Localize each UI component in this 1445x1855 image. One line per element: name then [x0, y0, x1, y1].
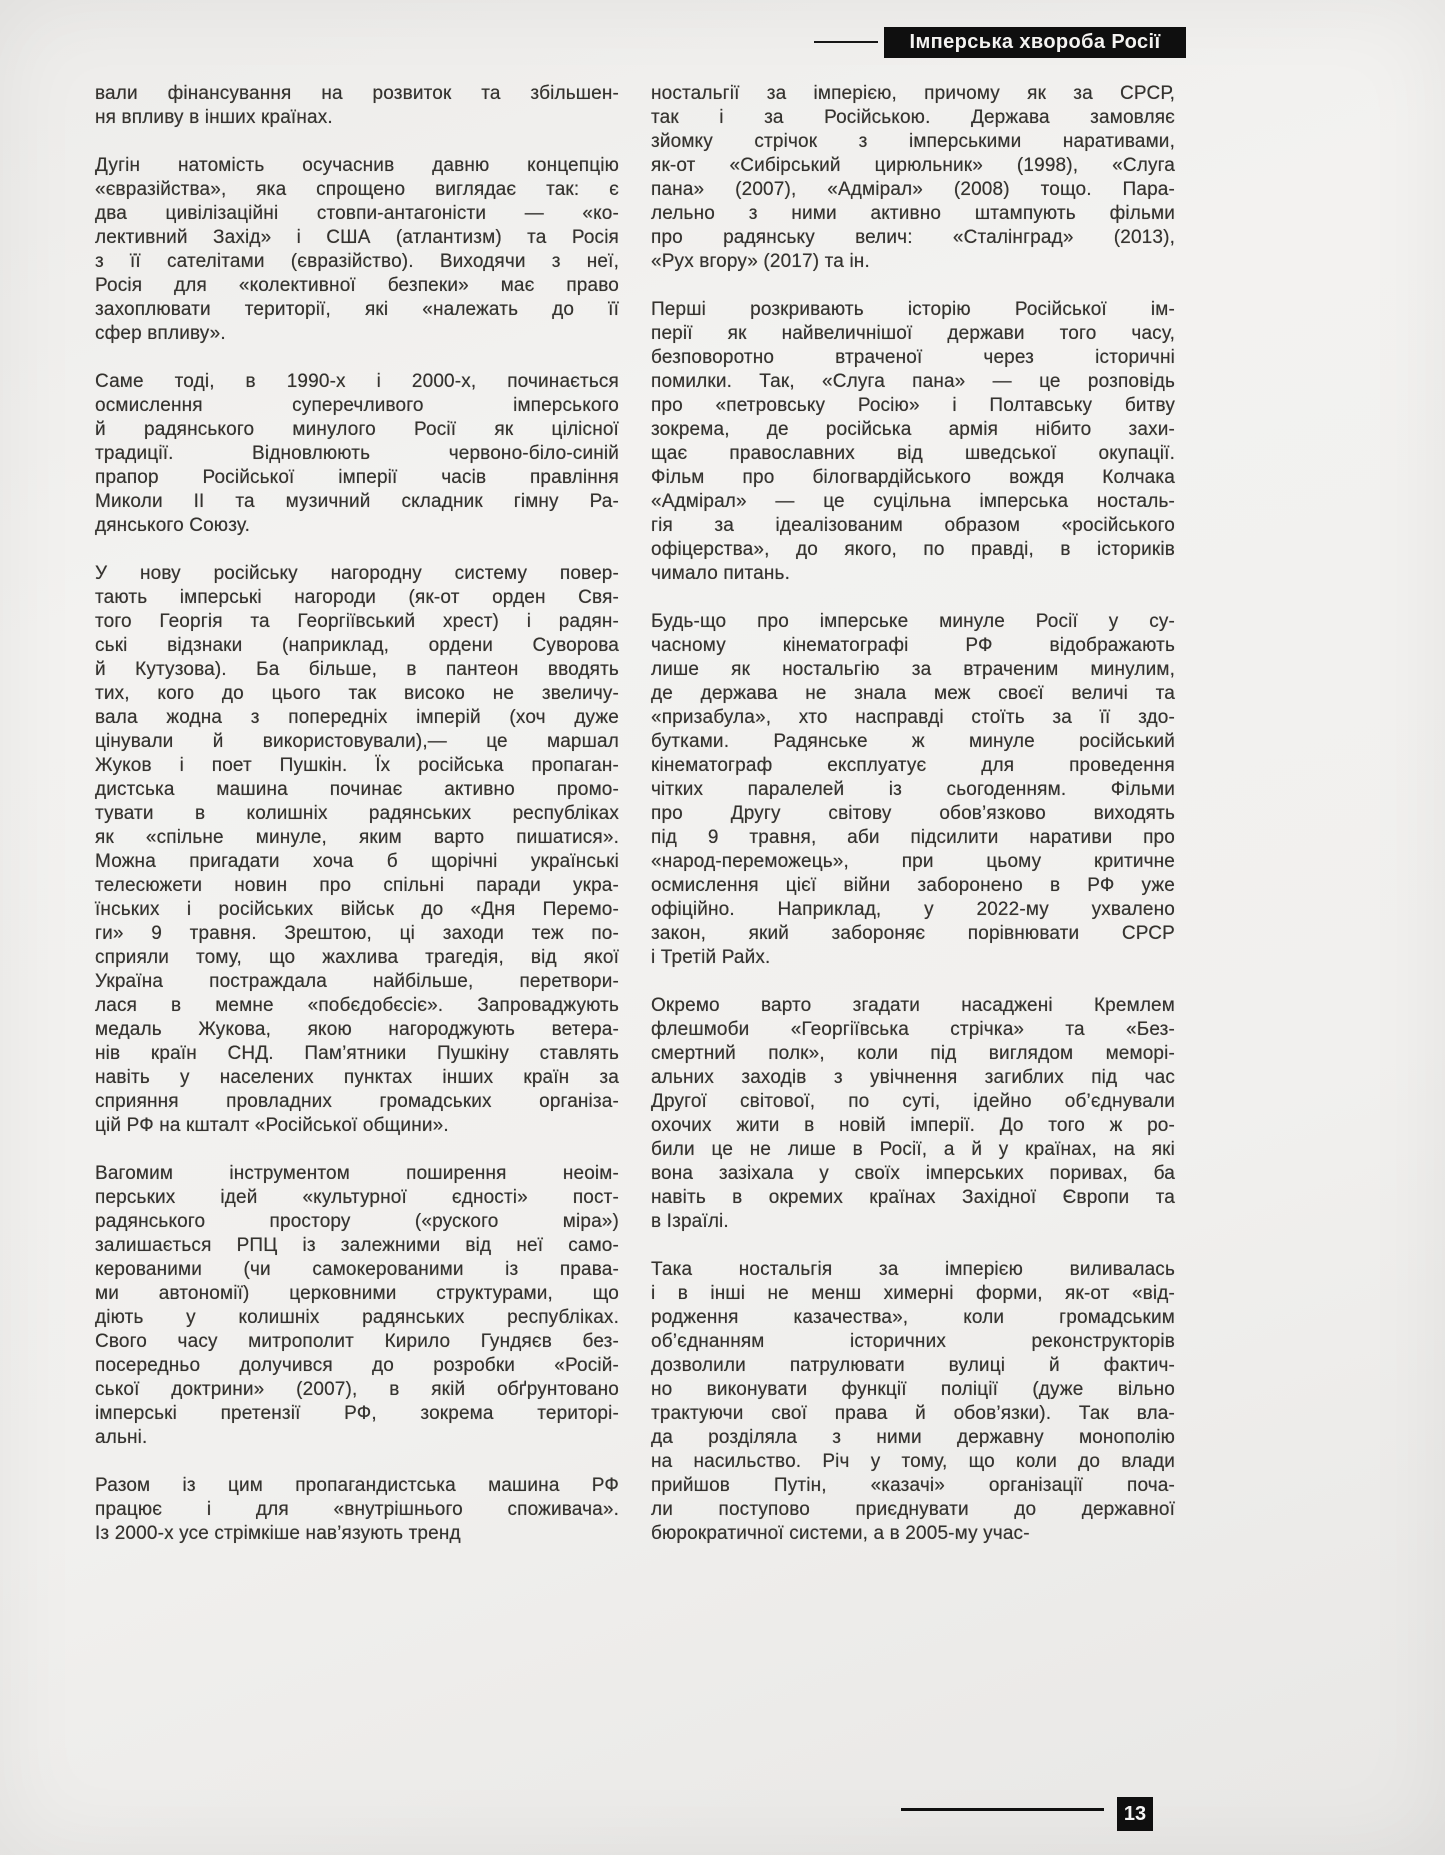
text-line: під 9 травня, аби підсилити наративи про: [651, 827, 1175, 848]
column-right: [651, 82, 1175, 1546]
paragraph: [651, 298, 1175, 586]
text-line: офіцерства», до якого, по правді, в істориків: [651, 539, 1175, 560]
text-line: кінематограф експлуатує для проведення: [651, 755, 1175, 776]
text-line: сфер впливу».: [95, 323, 226, 344]
text-line: де держава не знала меж своєї величі та: [651, 683, 1175, 704]
text-line: щає православних від шведської окупації.: [651, 443, 1175, 464]
text-line: Другої світової, по суті, ідейно об’єднували: [651, 1091, 1175, 1112]
text-line: ми автономії) церковними структурами, що: [95, 1283, 619, 1304]
text-line: посередньо долучився до розробки «Росій-: [95, 1355, 619, 1376]
paragraph: [651, 994, 1175, 1234]
text-line: навіть в окремих країнах Західної Європи та: [651, 1187, 1175, 1208]
text-line: осмислення цієї війни заборонено в РФ уже: [651, 875, 1175, 896]
text-line: Фільм про білогвардійського вождя Колчака: [651, 467, 1175, 488]
text-line: діють у колишніх радянських республіках.: [95, 1307, 619, 1328]
text-line: прийшов Путін, «казачі» організації поча-: [651, 1475, 1175, 1496]
text-line: Перші розкривають історію Російської ім-: [651, 299, 1175, 320]
text-line: «народ-переможець», при цьому критичне: [651, 851, 1175, 872]
text-line: так і за Російською. Держава замовляє: [651, 107, 1175, 128]
text-line: того Георгія та Георгіївський хрест) і радян-: [95, 611, 619, 632]
paragraph: [651, 610, 1175, 970]
text-line: радянського простору («руского міра»): [95, 1211, 619, 1232]
text-line: «призабула», хто насправді стоїть за її здо-: [651, 707, 1175, 728]
text-line: й Кутузова). Ба більше, в пантеон вводять: [95, 659, 619, 680]
text-line: Україна постраждала найбільше, перетвори-: [95, 971, 619, 992]
paragraph: [95, 1474, 619, 1546]
header-rule: [814, 41, 878, 43]
text-line: пана» (2007), «Адмірал» (2008) тощо. Пара-: [651, 179, 1175, 200]
text-line: тають імперські нагороди (як-от орден Свя-: [95, 587, 619, 608]
running-head: [884, 27, 1186, 58]
text-line: ги» 9 травня. Зрештою, ці заходи теж по-: [95, 923, 619, 944]
text-line: но виконувати функції поліції (дуже вільно: [651, 1379, 1175, 1400]
text-line: на насильство. Річ у тому, що коли до влади: [651, 1451, 1175, 1472]
article-body: [95, 82, 1175, 1546]
text-line: дистська машина починає активно промо-: [95, 779, 619, 800]
text-line: і в інші не менш химерні форми, як-от «від-: [651, 1283, 1175, 1304]
paragraph: [651, 1258, 1175, 1546]
text-line: ня впливу в інших країнах.: [95, 107, 333, 128]
text-line: осмислення суперечливого імперського: [95, 395, 619, 416]
text-line: про «петровську Росію» і Полтавську битву: [651, 395, 1175, 416]
text-line: Можна пригадати хоча б щорічні українські: [95, 851, 619, 872]
text-line: вали фінансування на розвиток та збільшен-: [95, 83, 619, 104]
text-line: Росія для «колективної безпеки» має право: [95, 275, 619, 296]
text-line: два цивілізаційні стовпи-антагоністи — «ко-: [95, 203, 619, 224]
text-line: Саме тоді, в 1990-х і 2000-х, починається: [95, 371, 619, 392]
text-line: офіційно. Наприклад, у 2022-му ухвалено: [651, 899, 1175, 920]
text-line: бутками. Радянське ж минуле російський: [651, 731, 1175, 752]
text-line: чітких паралелей із сьогоденням. Фільми: [651, 779, 1175, 800]
text-line: прапор Російської імперії часів правління: [95, 467, 619, 488]
text-line: лише як ностальгію за втраченим минулим,: [651, 659, 1175, 680]
text-line: «Адмірал» — це суцільна імперська носталь-: [651, 491, 1175, 512]
text-line: флешмоби «Георгіївська стрічка» та «Без-: [651, 1019, 1175, 1040]
text-line: залишається РПЦ із залежними від неї само-: [95, 1235, 619, 1256]
text-line: Будь-що про імперське минуле Росії у су-: [651, 611, 1175, 632]
text-line: керованими (чи самокерованими із права-: [95, 1259, 619, 1280]
text-line: вона зазіхала у своїх імперських поривах, ба: [651, 1163, 1175, 1184]
paragraph: [95, 370, 619, 538]
text-line: й радянського минулого Росії як цілісної: [95, 419, 619, 440]
text-line: лельно з ними активно штампують фільми: [651, 203, 1175, 224]
text-line: дозволили патрулювати вулиці й фактич-: [651, 1355, 1175, 1376]
text-line: альні.: [95, 1427, 148, 1448]
text-line: ської доктрини» (2007), в якій обґрунтовано: [95, 1379, 619, 1400]
text-line: їнських і російських військ до «Дня Перемо-: [95, 899, 619, 920]
text-line: «Рух вгору» (2017) та ін.: [651, 251, 870, 272]
text-line: медаль Жукова, якою нагороджують ветера-: [95, 1019, 619, 1040]
text-line: чимало питань.: [651, 563, 791, 584]
page-number: 13: [1123, 1802, 1147, 1825]
text-line: цій РФ на кшталт «Російської общини».: [95, 1115, 449, 1136]
text-line: родження казачества», коли громадським: [651, 1307, 1175, 1328]
text-line: «євразійства», яка спрощено виглядає так: є: [95, 179, 619, 200]
paragraph: [651, 82, 1175, 274]
page-number-badge: [1117, 1797, 1153, 1831]
text-line: цінували й використовували),— це маршал: [95, 731, 619, 752]
paragraph: [95, 154, 619, 346]
text-line: У нову російську нагородну систему повер-: [95, 563, 619, 584]
text-line: перських ідей «культурної єдності» пост-: [95, 1187, 619, 1208]
text-line: Свого часу митрополит Кирило Гундяєв без-: [95, 1331, 619, 1352]
text-line: Окремо варто згадати насаджені Кремлем: [651, 995, 1175, 1016]
text-line: телесюжети новин про спільні паради укра-: [95, 875, 619, 896]
text-line: Миколи II та музичний складник гімну Ра-: [95, 491, 619, 512]
text-line: смертний полк», коли під виглядом меморі-: [651, 1043, 1175, 1064]
text-line: імперські претензії РФ, зокрема територі-: [95, 1403, 619, 1424]
text-line: Із 2000-х усе стрімкіше нав’язують тренд: [95, 1523, 461, 1544]
text-line: Така ностальгія за імперією виливалась: [651, 1259, 1175, 1280]
text-line: нів країн СНД. Пам’ятники Пушкіну ставлять: [95, 1043, 619, 1064]
text-line: тувати в колишніх радянських республіках: [95, 803, 619, 824]
running-head-title: Імперська хвороба Росії: [909, 31, 1161, 53]
text-line: сприяння провладних громадських організа-: [95, 1091, 619, 1112]
text-line: і Третій Райх.: [651, 947, 771, 968]
text-line: в Ізраїлі.: [651, 1211, 729, 1232]
text-line: Вагомим інструментом поширення неоім-: [95, 1163, 619, 1184]
text-line: як-от «Сибірський цирюльник» (1998), «Слуга: [651, 155, 1175, 176]
text-line: били це не лише в Росії, а й у країнах, на які: [651, 1139, 1175, 1160]
text-line: сприяли тому, що жахлива трагедія, від якої: [95, 947, 619, 968]
paragraph: [95, 562, 619, 1138]
text-line: ностальгії за імперією, причому як за СРСР,: [651, 83, 1175, 104]
text-line: з її сателітами (євразійство). Виходячи з неї,: [95, 251, 619, 272]
text-line: працює і для «внутрішнього споживача».: [95, 1499, 619, 1520]
paragraph: [95, 82, 619, 130]
text-line: Жуков і поет Пушкін. Їх російська пропаган-: [95, 755, 619, 776]
text-line: безповоротно втраченої через історичні: [651, 347, 1175, 368]
text-line: перії як найвеличнішої держави того часу,: [651, 323, 1175, 344]
paragraph: [95, 1162, 619, 1450]
text-line: традиції. Відновлюють червоно-біло-синій: [95, 443, 619, 464]
text-line: зокрема, де російська армія нібито захи-: [651, 419, 1175, 440]
text-line: лася в мемне «побєдобєсіє». Запроваджують: [95, 995, 619, 1016]
text-line: бюрократичної системи, а в 2005-му учас-: [651, 1523, 1030, 1544]
text-line: як «спільне минуле, яким варто пишатися».: [95, 827, 619, 848]
text-line: помилки. Так, «Слуга пана» — це розповідь: [651, 371, 1175, 392]
text-line: про Другу світову обов’язково виходять: [651, 803, 1175, 824]
text-line: дянського Союзу.: [95, 515, 251, 536]
text-line: трактуючи свої права й обов’язки). Так вла-: [651, 1403, 1175, 1424]
text-line: ські відзнаки (наприклад, ордени Суворова: [95, 635, 619, 656]
text-line: охочих жити в новій імперії. До того ж ро-: [651, 1115, 1175, 1136]
text-line: об’єднанням історичних реконструкторів: [651, 1331, 1175, 1352]
text-line: навіть у населених пунктах інших країн за: [95, 1067, 619, 1088]
text-line: ли поступово приєднувати до державної: [651, 1499, 1175, 1520]
text-line: Разом із цим пропагандистська машина РФ: [95, 1475, 619, 1496]
text-line: вала жодна з попередніх імперій (хоч дуже: [95, 707, 619, 728]
text-line: захоплювати території, які «належать до її: [95, 299, 619, 320]
text-line: часному кінематографі РФ відображають: [651, 635, 1175, 656]
text-line: зйомку стрічок з імперськими наративами,: [651, 131, 1175, 152]
text-line: про радянську велич: «Сталінград» (2013),: [651, 227, 1175, 248]
column-left: [95, 82, 619, 1546]
footer-rule: [901, 1808, 1104, 1811]
text-line: тих, кого до цього так високо не звеличу-: [95, 683, 619, 704]
text-line: Дугін натомість осучаснив давню концепцію: [95, 155, 619, 176]
text-line: лективний Захід» і США (атлантизм) та Росія: [95, 227, 619, 248]
text-line: закон, який забороняє порівнювати СРСР: [651, 923, 1175, 944]
text-line: гія за ідеалізованим образом «російського: [651, 515, 1175, 536]
text-line: альних заходів з увічнення загиблих під час: [651, 1067, 1175, 1088]
text-line: да розділяла з ними державну монополію: [651, 1427, 1175, 1448]
